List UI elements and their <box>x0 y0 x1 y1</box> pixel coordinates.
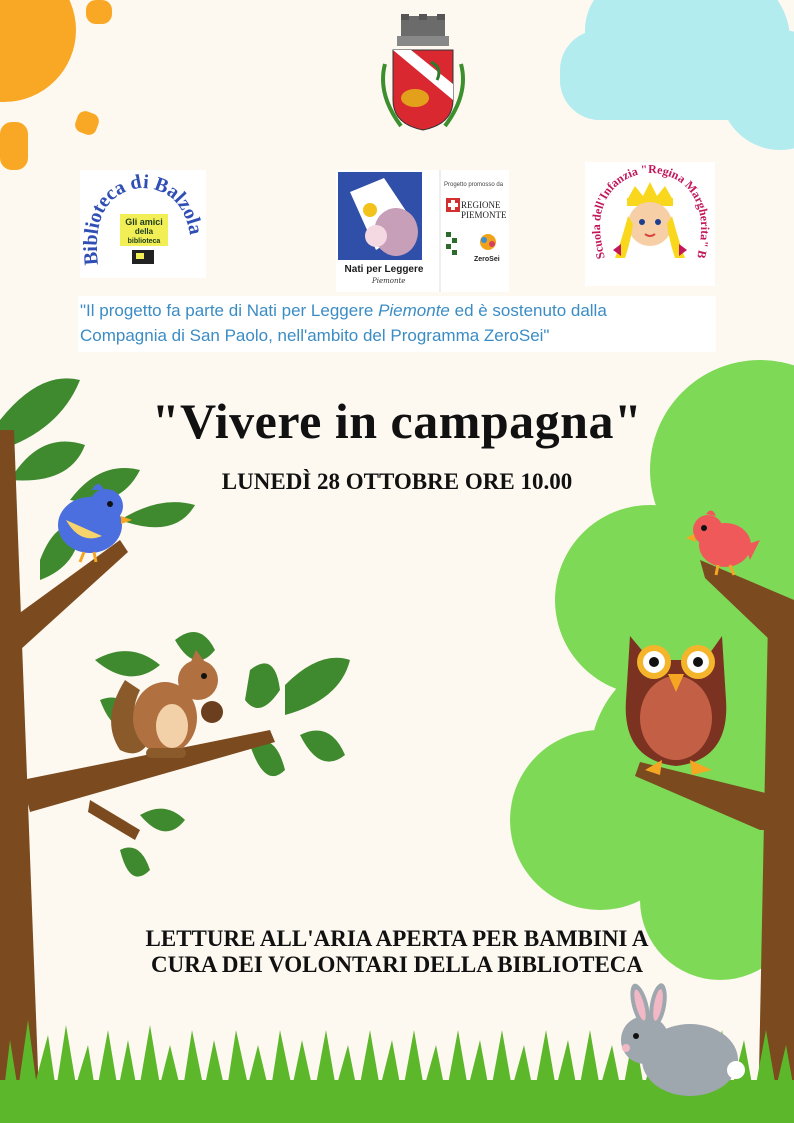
project-note-line1-pre: "Il progetto fa parte di Nati per Leggere <box>80 301 379 320</box>
library-logo-arc-text: Biblioteca di Balzola <box>80 170 206 267</box>
school-logo <box>585 162 715 286</box>
nati-per-leggere-region: Piemonte <box>372 277 406 285</box>
event-title: "Vivere in campagna" <box>151 393 643 449</box>
regione-line1: REGIONE <box>461 200 501 210</box>
municipal-crest-icon <box>371 14 475 142</box>
promo-label: Progetto promosso da <box>444 182 504 188</box>
library-logo-inner-line3: biblioteca <box>127 238 161 245</box>
project-note-line1-italic: Piemonte <box>378 301 450 320</box>
library-logo-inner-line1: Gli amici <box>125 217 163 227</box>
project-note-line2: Compagnia di San Paolo, nell'ambito del Programma ZeroSei" <box>80 326 550 345</box>
project-note-line1 <box>80 298 716 323</box>
school-logo-arc-text: Scuola dell'Infanzia "Regina Margherita" B <box>589 162 713 261</box>
event-description <box>0 926 794 978</box>
library-logo-inner-line2: della <box>134 227 154 236</box>
event-description-line1: LETTURE ALL'ARIA APERTA PER BAMBINI A <box>145 926 649 951</box>
project-funding-note <box>78 296 716 352</box>
zerosei-label: ZeroSei <box>474 256 500 263</box>
sun-icon <box>0 0 112 170</box>
event-description-line2: CURA DEI VOLONTARI DELLA BIBLIOTECA <box>150 952 644 977</box>
library-logo <box>80 170 206 278</box>
project-note-line1-post: ed è sostenuto dalla <box>449 301 607 320</box>
regione-line2: PIEMONTE <box>461 210 507 220</box>
left-tree-trunk <box>0 430 275 1123</box>
regione-piemonte-label <box>461 200 507 220</box>
nati-per-leggere-name: Nati per Leggere <box>344 264 424 275</box>
cloud-icon <box>560 0 794 150</box>
event-datetime: LUNEDÌ 28 OTTOBRE ORE 10.00 <box>221 469 573 494</box>
